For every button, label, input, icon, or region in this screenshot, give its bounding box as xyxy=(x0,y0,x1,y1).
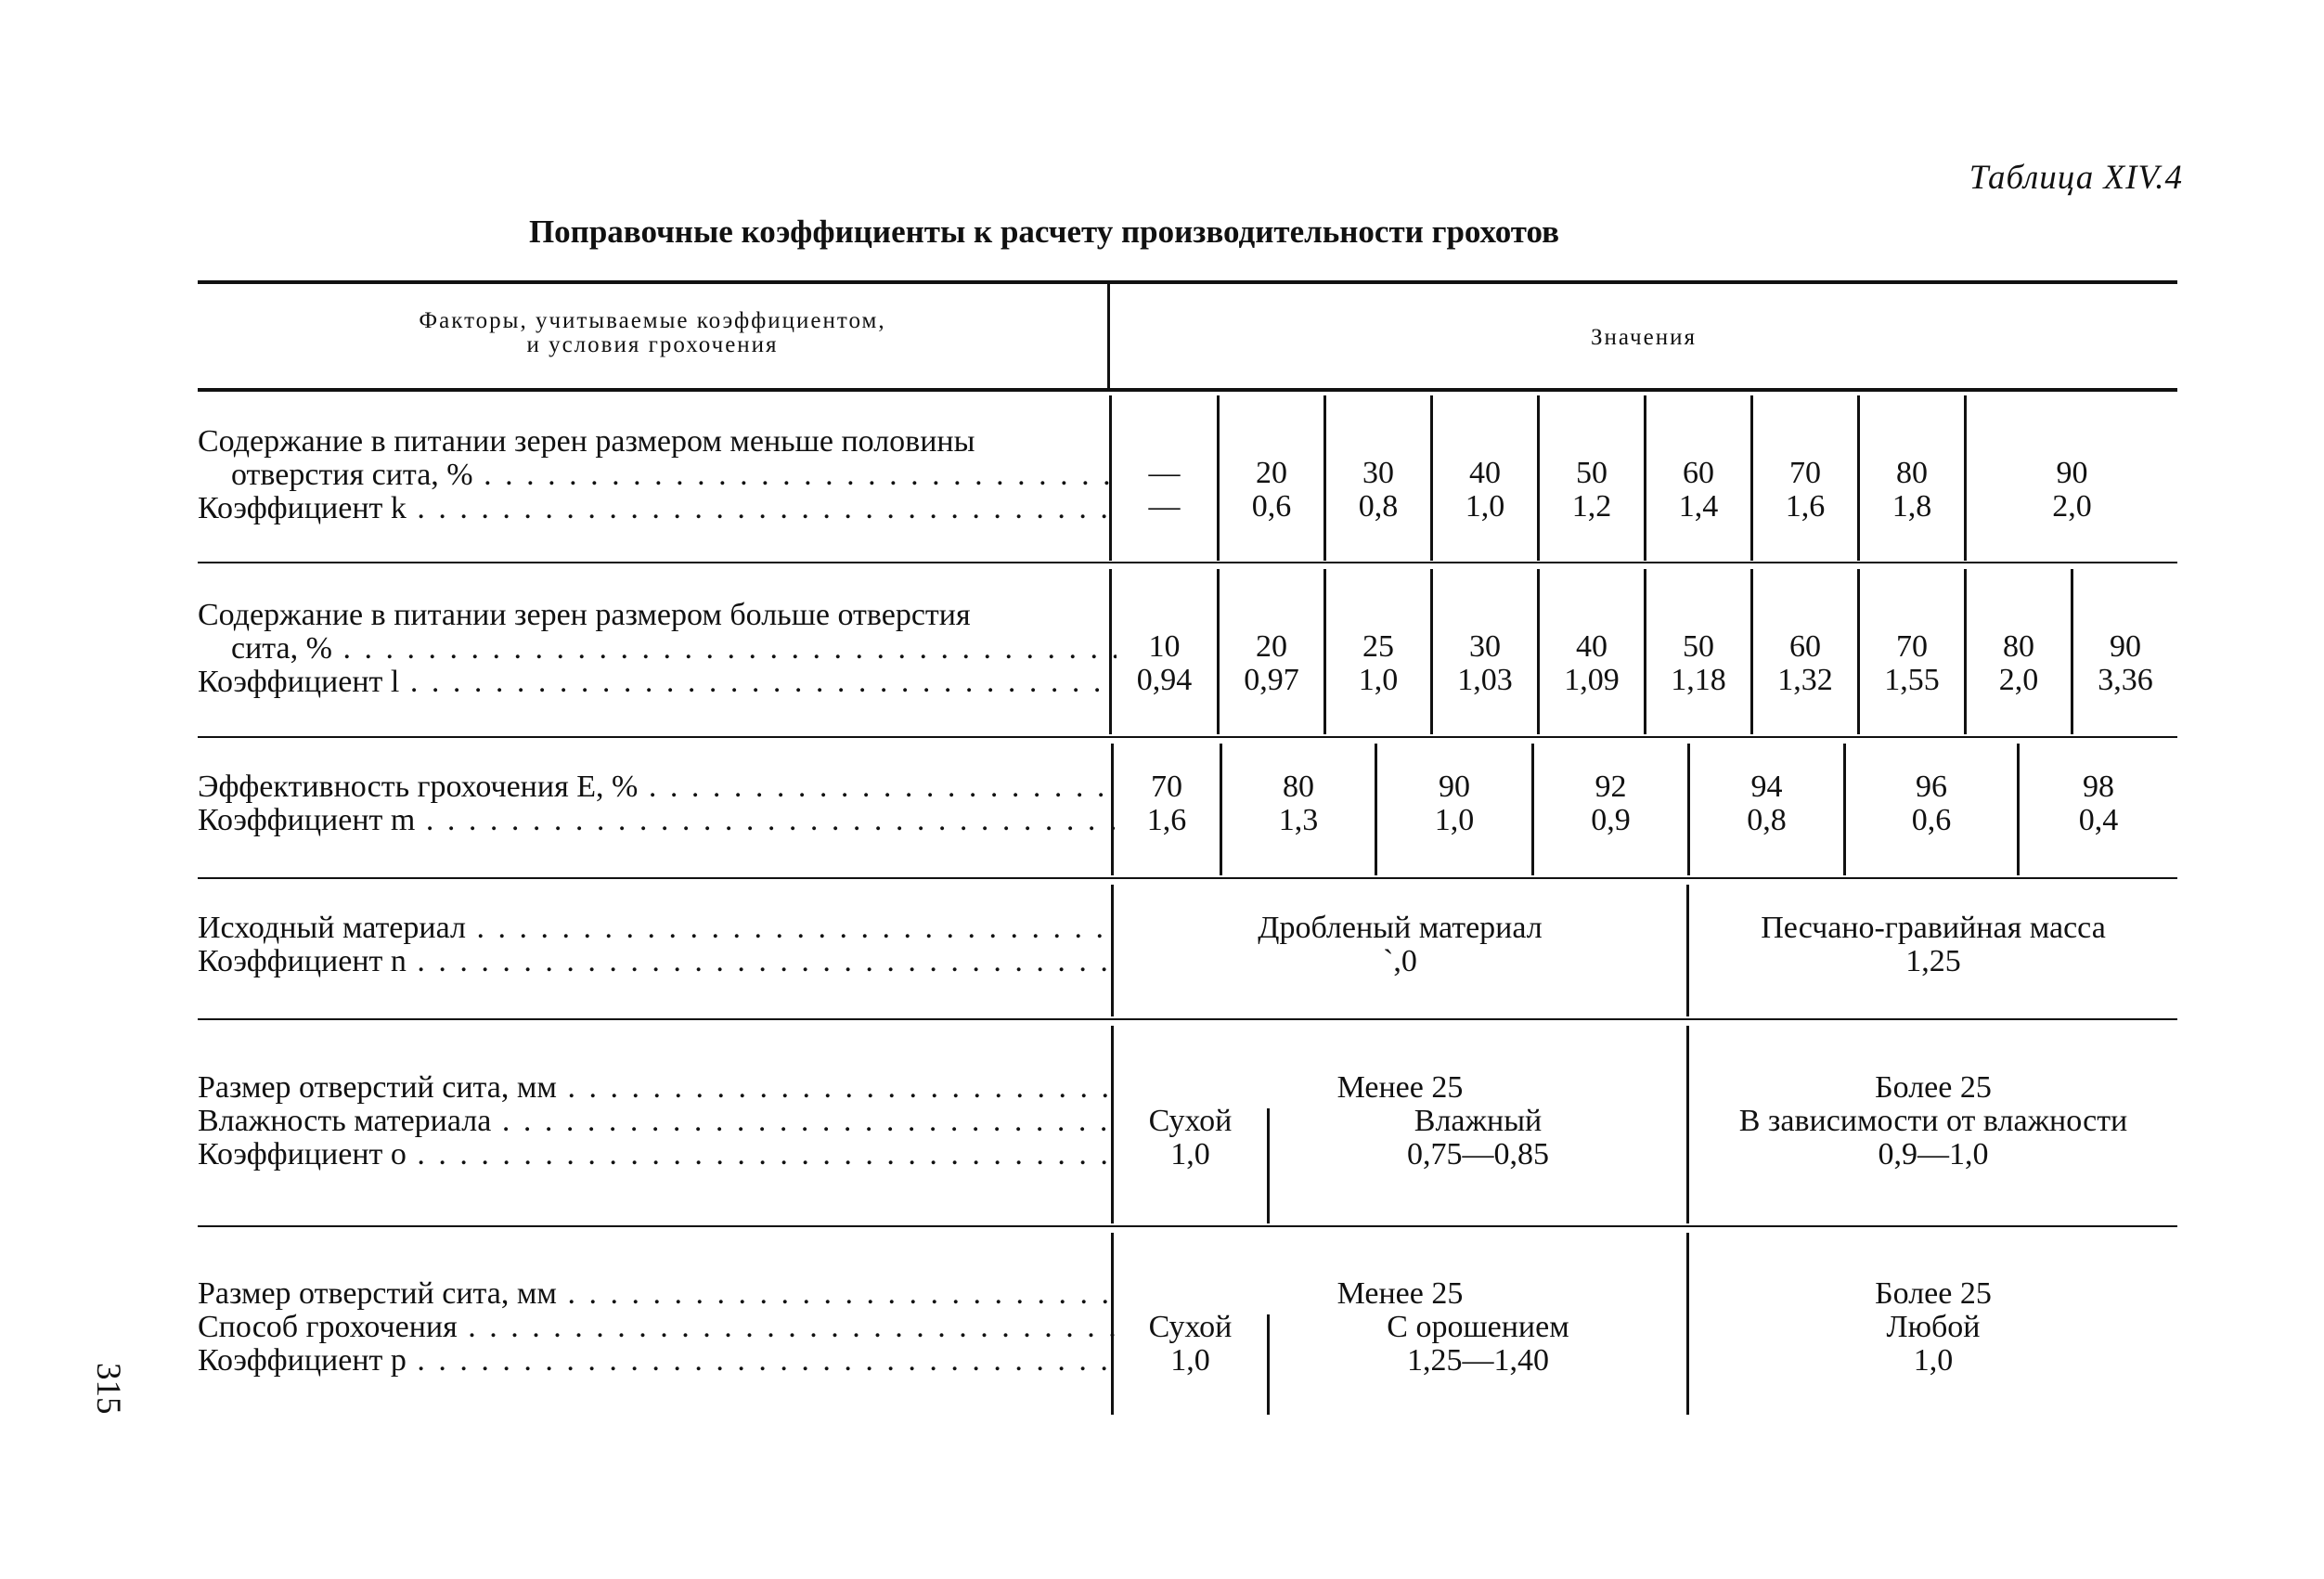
row-k-label-1: Содержание в питании зерен размером меньше половины xyxy=(198,425,975,459)
row-l-cell xyxy=(1967,630,2071,697)
row-o-big xyxy=(1689,1071,2177,1171)
row-m-value: 80 xyxy=(1283,770,1314,804)
row-k-value: 30 xyxy=(1362,456,1394,490)
row-k-label xyxy=(198,425,1117,525)
row-l-coef: 3,36 xyxy=(2098,663,2153,697)
row-k-coef: — xyxy=(1148,489,1181,524)
row-o-dry xyxy=(1114,1105,1267,1171)
row-p-wet-label: С орошением xyxy=(1387,1310,1569,1344)
row-n-gravel-coef: 1,25 xyxy=(1905,944,1961,978)
row-l-cell xyxy=(1540,630,1644,697)
row-o-wet-label: Влажный xyxy=(1414,1104,1543,1138)
row-l-cell xyxy=(1326,630,1430,697)
row-k-value: 60 xyxy=(1683,456,1714,490)
row-k-cell xyxy=(1967,457,2177,524)
row-k-cell xyxy=(1860,457,1964,524)
row-k-value: 50 xyxy=(1576,456,1607,490)
row-k-coef: 1,4 xyxy=(1678,489,1719,524)
row-k-label-2: отверстия сита, % . . . xyxy=(198,459,1117,492)
row-m-value: 96 xyxy=(1916,770,1947,804)
row-l-value: 90 xyxy=(2110,629,2141,664)
rule-l-bottom xyxy=(198,736,2177,738)
row-l-value: 30 xyxy=(1469,629,1501,664)
row-k-cell xyxy=(1540,457,1644,524)
row-l-coef: 0,94 xyxy=(1136,663,1193,697)
row-p-dry-coef: 1,0 xyxy=(1170,1343,1210,1378)
rule-m-bottom xyxy=(198,877,2177,879)
row-m-label-1: Эффективность грохочения E, % . . . xyxy=(198,770,1117,804)
row-l-value: 50 xyxy=(1683,629,1714,664)
row-p-label-2: Способ грохочения . . . xyxy=(198,1311,1117,1344)
row-k-cell xyxy=(1753,457,1857,524)
row-o-wet xyxy=(1270,1105,1686,1171)
row-m-value: 70 xyxy=(1151,770,1182,804)
row-k-cell xyxy=(1646,457,1750,524)
row-l-coef: 1,18 xyxy=(1671,663,1726,697)
row-m-value: 94 xyxy=(1750,770,1783,804)
row-k-cell xyxy=(1220,457,1323,524)
row-n-crushed xyxy=(1114,912,1686,978)
row-l-cell xyxy=(1433,630,1537,697)
header-factors-line2: и условия грохочения xyxy=(526,332,779,358)
row-n-label xyxy=(198,912,1117,978)
row-m-coef: 0,8 xyxy=(1747,803,1787,837)
row-o-big-coef: 0,9—1,0 xyxy=(1878,1137,1989,1171)
row-p-big xyxy=(1689,1277,2177,1378)
table-title: Поправочные коэффициенты к расчету производительности грохотов xyxy=(528,214,1560,250)
row-l-value: 40 xyxy=(1576,629,1607,664)
row-p-big-coef: 1,0 xyxy=(1913,1343,1954,1378)
row-l-cell xyxy=(1220,630,1323,697)
row-l-value: 25 xyxy=(1362,629,1394,664)
rule-k-bottom xyxy=(198,562,2177,563)
row-o-big-size: Более 25 xyxy=(1875,1070,1992,1105)
row-p-wet-coef: 1,25—1,40 xyxy=(1407,1343,1549,1378)
row-m-cell xyxy=(1114,770,1220,837)
row-n-crushed-coef: `,0 xyxy=(1383,944,1417,978)
row-l-cell xyxy=(1860,630,1964,697)
row-o-label-3: Коэффициент o . . . xyxy=(198,1138,1117,1171)
row-p-label-3: Коэффициент p . . . xyxy=(198,1344,1117,1378)
row-m-cell xyxy=(1222,770,1375,837)
row-k-value: 40 xyxy=(1469,456,1501,490)
row-o-wet-coef: 0,75—0,85 xyxy=(1407,1137,1549,1171)
row-k-coef: 0,6 xyxy=(1251,489,1292,524)
row-l-value: 10 xyxy=(1148,629,1181,664)
row-m-coef: 1,0 xyxy=(1434,803,1475,837)
row-p-dry xyxy=(1114,1311,1267,1378)
row-p-big-size: Более 25 xyxy=(1875,1276,1992,1311)
row-l-value: 70 xyxy=(1896,629,1928,664)
row-o-big-desc: В зависимости от влажности xyxy=(1738,1104,2128,1138)
row-n-label-1: Исходный материал . . . xyxy=(198,912,1117,945)
row-o-small-size: Менее 25 xyxy=(1336,1070,1464,1105)
row-l-coef: 1,03 xyxy=(1457,663,1513,697)
row-p-label-1: Размер отверстий сита, мм . . . xyxy=(198,1277,1117,1311)
row-l-coef: 1,09 xyxy=(1564,663,1620,697)
row-k-cell xyxy=(1112,457,1217,524)
row-p-big-desc: Любой xyxy=(1886,1310,1981,1344)
page-number: 315 xyxy=(89,1363,127,1415)
row-k-coef: 1,6 xyxy=(1785,489,1826,524)
row-k-value: 20 xyxy=(1256,456,1287,490)
row-m-coef: 1,6 xyxy=(1146,803,1187,837)
row-m-coef: 0,9 xyxy=(1591,803,1631,837)
row-p-dry-label: Сухой xyxy=(1148,1310,1233,1344)
header-factors xyxy=(198,309,1107,358)
row-m-value: 92 xyxy=(1595,770,1627,804)
row-l-coef: 1,55 xyxy=(1884,663,1940,697)
row-k-coef: 1,2 xyxy=(1571,489,1612,524)
row-k-value: — xyxy=(1148,456,1181,490)
row-k-coef: 0,8 xyxy=(1358,489,1399,524)
row-k-label-3: Коэффициент k . . . xyxy=(198,492,1117,525)
row-k-coef: 1,0 xyxy=(1465,489,1505,524)
row-m-cell xyxy=(1534,770,1687,837)
row-n-crushed-title: Дробленый материал xyxy=(1258,911,1543,945)
row-m-coef: 0,6 xyxy=(1911,803,1952,837)
row-l-value: 60 xyxy=(1789,629,1821,664)
row-m-value: 98 xyxy=(2083,770,2114,804)
row-o-dry-label: Сухой xyxy=(1148,1104,1233,1138)
row-m-cell xyxy=(1377,770,1531,837)
rule-n-bottom xyxy=(198,1018,2177,1020)
row-m-cell xyxy=(2020,770,2177,837)
row-p-label xyxy=(198,1277,1117,1378)
row-o-label-2: Влажность материала . . . xyxy=(198,1105,1117,1138)
row-l-value: 20 xyxy=(1256,629,1287,664)
row-n-label-2: Коэффициент n . . . xyxy=(198,945,1117,978)
row-k-coef: 2,0 xyxy=(2052,489,2092,524)
row-l-cell xyxy=(2073,630,2177,697)
row-k-cell xyxy=(1326,457,1430,524)
rule-header-bottom xyxy=(198,388,2177,392)
row-l-label-1: Содержание в питании зерен размером больше отверстия xyxy=(198,599,971,632)
row-m-cell xyxy=(1846,770,2017,837)
row-l-cell xyxy=(1646,630,1750,697)
row-k-value: 90 xyxy=(2056,456,2088,490)
row-l-label-3: Коэффициент l . . . xyxy=(198,666,1117,699)
row-o-label-1: Размер отверстий сита, мм . . . xyxy=(198,1071,1117,1105)
rule-top xyxy=(198,280,2177,284)
table-number: Таблица XIV.4 xyxy=(1969,159,2183,197)
row-l-cell xyxy=(1112,630,1217,697)
row-k-value: 70 xyxy=(1789,456,1821,490)
row-n-gravel xyxy=(1689,912,2177,978)
row-m-label xyxy=(198,770,1117,837)
row-k-cell xyxy=(1433,457,1537,524)
rule-o-bottom xyxy=(198,1225,2177,1227)
row-m-cell xyxy=(1690,770,1843,837)
row-l-value: 80 xyxy=(2003,629,2034,664)
row-m-value: 90 xyxy=(1439,770,1470,804)
header-values: Значения xyxy=(1591,325,1697,350)
header-factors-line1: Факторы, учитываемые коэффициентом, xyxy=(419,308,886,333)
row-k-value: 80 xyxy=(1896,456,1928,490)
row-l-cell xyxy=(1753,630,1857,697)
row-o-dry-coef: 1,0 xyxy=(1170,1137,1210,1171)
row-m-label-2: Коэффициент m . . . xyxy=(198,804,1117,837)
row-l-coef: 1,0 xyxy=(1358,663,1399,697)
row-o-label xyxy=(198,1071,1117,1171)
row-l-label-2: сита, % . . . xyxy=(198,632,1117,666)
row-m-coef: 1,3 xyxy=(1278,803,1319,837)
row-l-label xyxy=(198,599,1117,699)
row-l-coef: 2,0 xyxy=(1998,663,2039,697)
row-n-gravel-title: Песчано-гравийная масса xyxy=(1761,911,2106,945)
row-l-coef: 1,32 xyxy=(1777,663,1833,697)
row-l-coef: 0,97 xyxy=(1244,663,1299,697)
row-m-coef: 0,4 xyxy=(2078,803,2119,837)
row-p-small-size: Менее 25 xyxy=(1336,1276,1464,1311)
row-p-wet xyxy=(1270,1311,1686,1378)
row-k-coef: 1,8 xyxy=(1891,489,1932,524)
